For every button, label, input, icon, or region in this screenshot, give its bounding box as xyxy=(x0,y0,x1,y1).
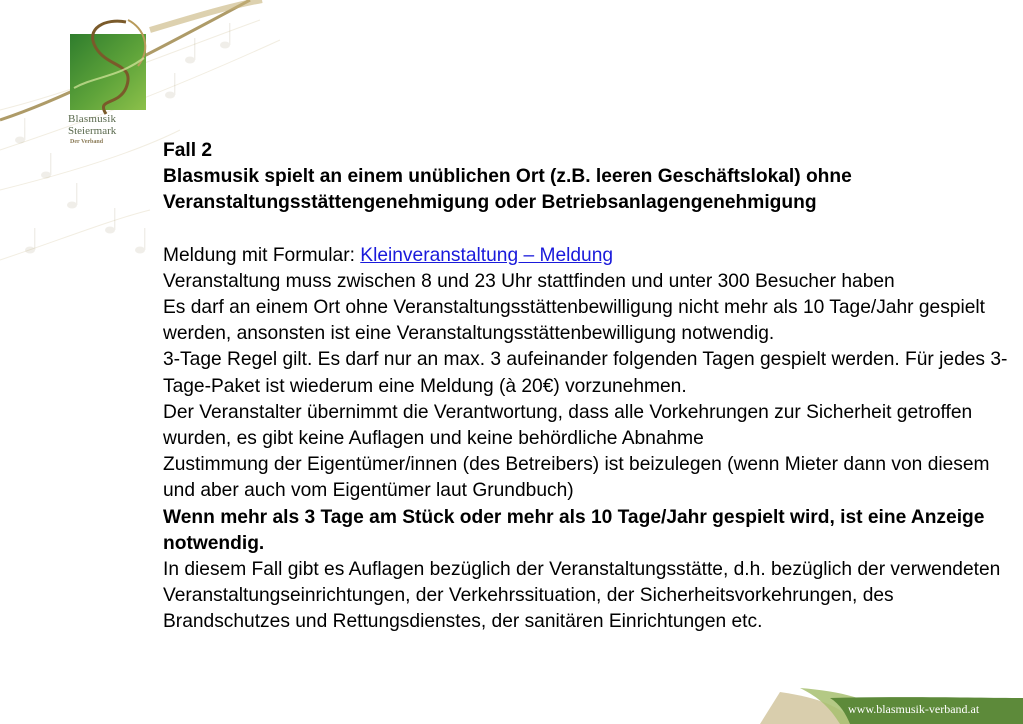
paragraph-requirements: In diesem Fall gibt es Auflagen bezüglich der Veranstaltungsstätte, d.h. bezüglich der verwendeten Veranstaltungseinrichtungen, der Verkehrssituation, der Sicherheitsvorkehrungen, des Brandschutzes und Rettungsdienstes, der sanitären Einrichtungen etc. xyxy=(163,559,1001,633)
slide-heading: Fall 2 xyxy=(163,140,213,161)
paragraph-three-day-rule: 3-Tage Regel gilt. Es darf nur an max. 3 aufeinander folgenden Tagen gespielt werden. Für jedes 3-Tage-Paket ist wiederum eine Meldung (à 20€) vorzunehmen. xyxy=(163,349,1008,397)
paragraph-owner-consent: Zustimmung der Eigentümer/innen (des Betreibers) ist beizulegen (wenn Mieter dann von diesem und aber auch vom Eigentümer laut Grundbuch) xyxy=(163,454,990,502)
paragraph-responsibility: Der Veranstalter übernimmt die Verantwortung, dass alle Vorkehrungen zur Sicherheit getroffen wurden, es gibt keine Auflagen und keine behördliche Abnahme xyxy=(163,401,973,450)
form-prefix: Meldung mit Formular: xyxy=(163,244,361,266)
spacer xyxy=(163,217,1018,243)
paragraph-days-limit: Es darf an einem Ort ohne Veranstaltungsstättenbewilligung nicht mehr als 10 Tage/Jahr gespielt werden, ansonsten ist eine Veranstaltungsstättenbewilligung notwendig. xyxy=(163,297,985,345)
logo-text-steiermark: Steiermark xyxy=(68,125,117,137)
form-link[interactable]: Kleinveranstaltung – Meldung xyxy=(360,244,614,266)
paragraph-time-limit: Veranstaltung muss zwischen 8 und 23 Uhr stattfinden und unter 300 Besucher haben xyxy=(163,270,895,292)
logo-text-verband: Der Verband xyxy=(70,139,104,145)
slide-content xyxy=(163,138,1018,636)
logo-text-blasmusik: Blasmusik xyxy=(68,113,117,125)
form-line xyxy=(163,243,1018,269)
slide-subheading: Blasmusik spielt an einem unüblichen Ort (z.B. leeren Geschäftslokal) ohne Veranstaltungsstättengenehmigung oder Betriebsanlagengenehmigung xyxy=(163,166,852,214)
blasmusik-logo xyxy=(66,18,156,145)
footer-website-url: www.blasmusik-verband.at xyxy=(848,702,980,716)
paragraph-notice-required: Wenn mehr als 3 Tage am Stück oder mehr als 10 Tage/Jahr gespielt wird, ist eine Anzeige notwendig. xyxy=(163,506,985,554)
